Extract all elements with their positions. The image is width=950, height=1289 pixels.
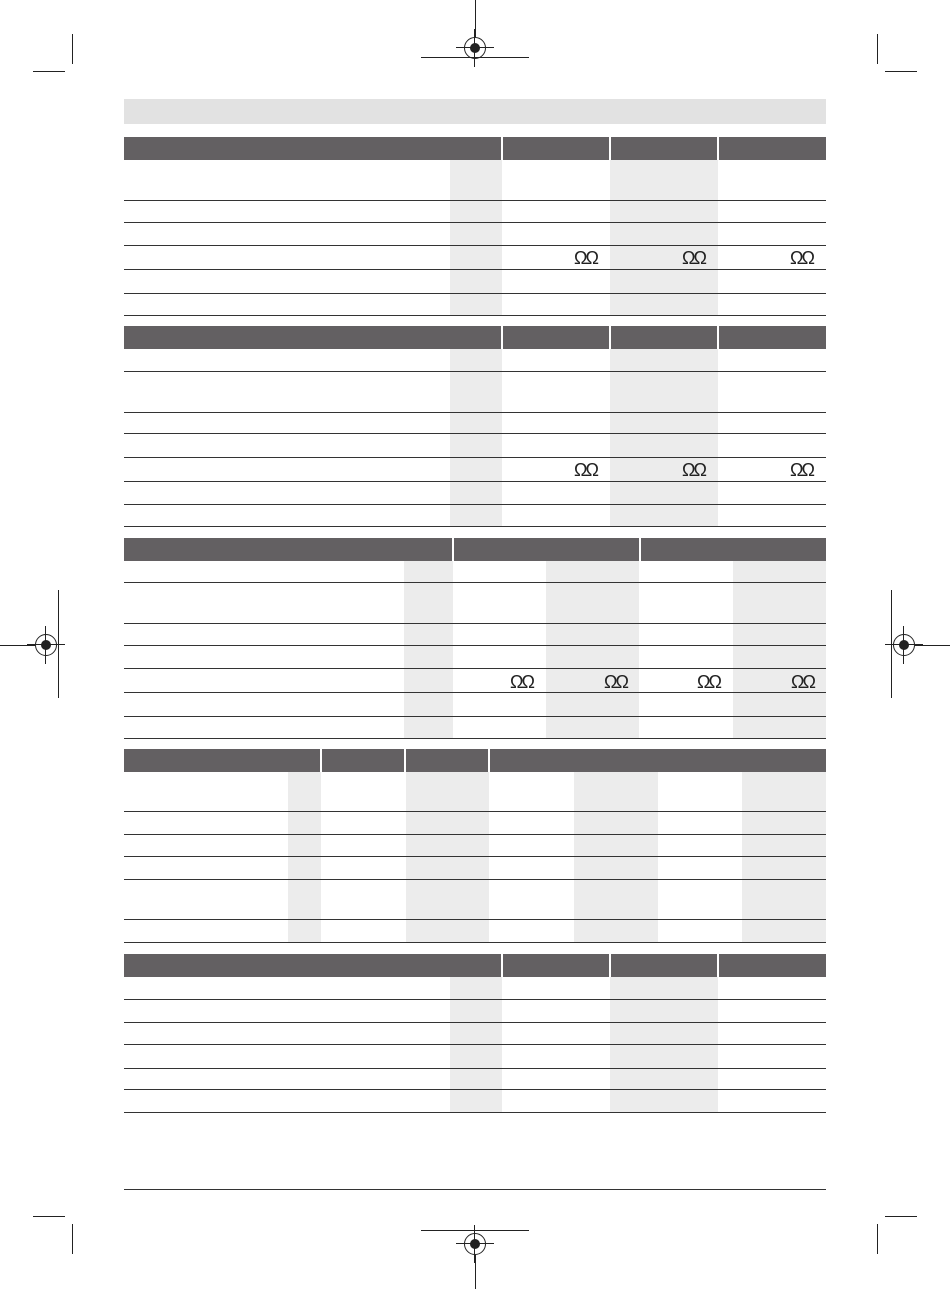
crop-mark-top-left-h [33, 71, 65, 72]
header-separator [639, 538, 641, 561]
registration-mark-right [893, 634, 915, 656]
unit-column-shade [288, 772, 321, 943]
registration-line-right [891, 590, 892, 698]
connector-symbol-icon: ΩΩ [682, 460, 705, 480]
crop-mark-top-right-h [885, 71, 917, 72]
header-separator [609, 954, 611, 977]
crop-mark-bottom-right-h [885, 1216, 917, 1217]
header-separator [609, 326, 611, 349]
registration-mark-bottom [464, 1233, 486, 1255]
header-separator [501, 954, 503, 977]
registration-mark-top [464, 37, 486, 59]
header-separator [501, 137, 503, 160]
spec-table-4 [124, 749, 826, 944]
row-divider [124, 504, 826, 505]
header-separator [320, 749, 322, 772]
model-column-shade [546, 561, 639, 739]
row-divider [124, 834, 826, 835]
header-separator [501, 326, 503, 349]
row-divider [124, 645, 826, 646]
row-divider [124, 526, 826, 527]
connector-symbol-icon: ΩΩ [510, 672, 533, 692]
spec-table-3 [124, 538, 826, 740]
row-divider [124, 481, 826, 482]
row-divider [124, 668, 826, 669]
row-divider [124, 457, 826, 458]
row-divider [124, 1089, 826, 1090]
connector-symbol-icon: ΩΩ [574, 460, 597, 480]
header-separator [488, 749, 490, 772]
row-divider [124, 582, 826, 583]
registration-mark-left [35, 634, 57, 656]
title-bar [124, 99, 826, 124]
footer-rule [124, 1189, 826, 1190]
row-divider [124, 692, 826, 693]
registration-stem-top [475, 0, 476, 37]
spec-table-2 [124, 326, 826, 528]
registration-stem-right [915, 645, 950, 646]
row-divider [124, 716, 826, 717]
model-column-shade [406, 772, 489, 943]
row-divider [124, 1022, 826, 1023]
model-column-shade [742, 772, 826, 943]
row-divider [124, 1112, 826, 1113]
row-divider [124, 433, 826, 434]
row-divider [124, 222, 826, 223]
row-divider [124, 919, 826, 920]
row-divider [124, 269, 826, 270]
crop-mark-top-left-v [72, 34, 73, 64]
unit-column-shade [450, 977, 502, 1113]
table-header [124, 749, 826, 772]
row-divider [124, 879, 826, 880]
crop-mark-bottom-right-v [877, 1224, 878, 1254]
model-column-shade [574, 772, 658, 943]
model-column-shade [733, 561, 826, 739]
connector-symbol-icon: ΩΩ [604, 672, 627, 692]
row-divider [124, 942, 826, 943]
connector-symbol-icon: ΩΩ [697, 672, 720, 692]
connector-symbol-icon: ΩΩ [574, 248, 597, 268]
table-header [124, 954, 826, 977]
registration-stem-bottom [475, 1255, 476, 1289]
connector-symbol-icon: ΩΩ [791, 672, 814, 692]
registration-line-top [421, 57, 529, 58]
crop-mark-bottom-left-h [33, 1216, 65, 1217]
model-column-shade [610, 977, 718, 1113]
unit-column-shade [404, 561, 453, 739]
model-column-shade [610, 349, 718, 527]
crop-mark-top-right-v [877, 34, 878, 64]
registration-line-bottom [421, 1230, 529, 1231]
row-divider [124, 200, 826, 201]
header-separator [404, 749, 406, 772]
crop-mark-bottom-left-v [72, 1224, 73, 1254]
row-divider [124, 999, 826, 1000]
header-separator [717, 137, 719, 160]
registration-stem-left [0, 645, 35, 646]
table-header [124, 137, 826, 160]
header-separator [609, 137, 611, 160]
row-divider [124, 412, 826, 413]
spec-table-1 [124, 137, 826, 316]
connector-symbol-icon: ΩΩ [682, 248, 705, 268]
header-separator [717, 326, 719, 349]
spec-table-5 [124, 954, 826, 1114]
table-header [124, 538, 826, 561]
row-divider [124, 811, 826, 812]
row-divider [124, 245, 826, 246]
row-divider [124, 371, 826, 372]
row-divider [124, 315, 826, 316]
row-divider [124, 856, 826, 857]
unit-column-shade [450, 349, 502, 527]
row-divider [124, 293, 826, 294]
connector-symbol-icon: ΩΩ [790, 248, 813, 268]
connector-symbol-icon: ΩΩ [790, 460, 813, 480]
header-separator [717, 954, 719, 977]
row-divider [124, 738, 826, 739]
registration-line-left [58, 590, 59, 698]
row-divider [124, 1044, 826, 1045]
row-divider [124, 623, 826, 624]
row-divider [124, 1068, 826, 1069]
header-separator [452, 538, 454, 561]
table-header [124, 326, 826, 349]
